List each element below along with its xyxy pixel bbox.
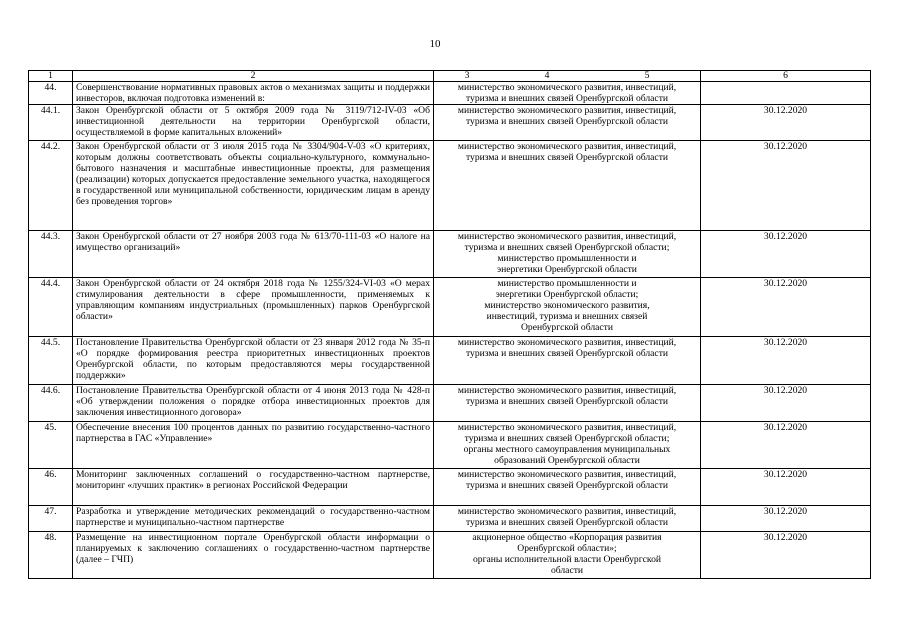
measure-description: Совершенствование нормативных правовых актов о механизмах защиты и поддержки инвесторов, включая подготовка изменений в: [73,82,434,105]
responsible-line: министерство экономического развития, инвестиций, [457,141,677,152]
item-number: 44. [29,82,73,105]
item-number: 47. [29,506,73,532]
responsible-line: туризма и внешних связей Оренбургской области [465,396,669,407]
measure-description: Закон Оренбургской области от 5 октября 2009 года № 3119/712-IV-03 «Об инвестиционной деятельности на территории Оренбургской области, осуществляемой в форме капитальных вложений» [73,105,434,141]
responsible-executor [434,141,701,231]
measure-description: Постановление Правительства Оренбургской области от 23 января 2012 года № 35-п «О порядке формирования реестра приоритетных инвестиционных проектов Оренбургской области, по которым предоставляются меры государственной поддержки» [73,337,434,385]
table-row [29,337,871,385]
responsible-line: энергетики Оренбургской области [497,264,637,275]
responsible-executor [434,385,701,422]
responsible-executor [434,105,701,141]
responsible-line: министерство экономического развития, инвестиций, [457,422,677,433]
responsible-line: туризма и внешних связей Оренбургской области [465,152,669,163]
deadline-date: 30.12.2020 [701,231,871,278]
item-number: 44.6. [29,385,73,422]
table-row [29,141,871,231]
table-row [29,385,871,422]
item-number: 48. [29,532,73,579]
responsible-executor [434,278,701,337]
responsible-line: министерство промышленности и [497,278,637,289]
measure-description: Закон Оренбургской области от 27 ноября 2003 года № 613/70-111-03 «О налоге на имущество организаций» [73,231,434,278]
responsible-line: министерство промышленности и [497,253,637,264]
responsible-line: акционерное общество «Корпорация развития [472,532,662,543]
table-row [29,506,871,532]
responsible-executor [434,231,701,278]
item-number: 44.3. [29,231,73,278]
item-number: 46. [29,469,73,506]
measure-description: Закон Оренбургской области от 3 июля 2015 года № 3304/904-V-03 «О критериях, которым должны соответствовать объекты социально-культурного, коммунально-бытового назначения и масштабные инвестиционные проекты, для размещения (реализации) которых допускается предоставление земельного участка, находящегося в государственной или муниципальной собственности, юридическим лицам в аренду без проведения торгов» [73,141,434,231]
responsible-line: туризма и внешних связей Оренбургской области [465,116,669,127]
column-header-2: 2 [73,71,434,82]
responsible-line: министерство экономического развития, инвестиций, [457,469,677,480]
item-number: 44.1. [29,105,73,141]
responsible-executor [434,82,701,105]
column-header-1: 1 [29,71,73,82]
measure-description: Размещение на инвестиционном портале Оренбургской области информации о планируемых к заключению соглашениях о государственно-частном партнерстве (далее – ГЧП) [73,532,434,579]
measure-description: Разработка и утверждение методических рекомендаций о государственно-частном партнерстве и муниципально-частном партнерстве [73,506,434,532]
responsible-line: органы местного самоуправления муниципальных [463,444,671,455]
deadline-date: 30.12.2020 [701,469,871,506]
measure-description: Мониторинг заключенных соглашений о государственно-частном партнерстве, мониторинг «лучших практик» в регионах Российской Федерации [73,469,434,506]
table-row [29,469,871,506]
item-number: 44.5. [29,337,73,385]
responsible-line: министерство экономического развития, [484,300,650,311]
column-header-4: 4 [544,70,550,81]
item-number: 44.2. [29,141,73,231]
deadline-date: 30.12.2020 [701,278,871,337]
responsible-executor [434,337,701,385]
responsible-line: туризма и внешних связей Оренбургской области [465,480,669,491]
column-number-row [29,71,871,82]
measure-description: Закон Оренбургской области от 24 октября 2018 года № 1255/324-VI-03 «О мерах стимулирования деятельности в сфере промышленности, применяемых к управляющим компаниям индустриальных (промышленных) парков Оренбургской области» [73,278,434,337]
table-row [29,105,871,141]
responsible-line: министерство экономического развития, инвестиций, [457,506,677,517]
responsible-line: туризма и внешних связей Оренбургской области; [464,433,670,444]
responsible-line: министерство экономического развития, инвестиций, [457,105,677,116]
table-row [29,422,871,469]
responsible-line: туризма и внешних связей Оренбургской области [465,517,669,528]
column-header-6: 6 [701,71,871,82]
measures-table [28,70,871,579]
item-number: 45. [29,422,73,469]
table-row [29,532,871,579]
item-number: 44.4. [29,278,73,337]
responsible-line: инвестиций, туризма и внешних связей [486,311,648,322]
measure-description: Постановление Правительства Оренбургской области от 4 июня 2013 года № 428-п «Об утверждении положения о порядке отбора инвестиционных проектов для заключения инвестиционного договора» [73,385,434,422]
responsible-line: министерство экономического развития, инвестиций, [457,231,677,242]
responsible-line: туризма и внешних связей Оренбургской области [465,93,669,104]
column-header-3: 3 [464,70,470,81]
responsible-line: образований Оренбургской области [494,455,640,466]
table-row [29,82,871,105]
responsible-line: туризма и внешних связей Оренбургской области [465,348,669,359]
responsible-line: Оренбургской области»; [517,543,617,554]
deadline-date: 30.12.2020 [701,141,871,231]
measure-description: Обеспечение внесения 100 процентов данных по развитию государственно-частного партнерства в ГАС «Управление» [73,422,434,469]
deadline-date: 30.12.2020 [701,385,871,422]
responsible-line: энергетики Оренбургской области; [495,289,639,300]
deadline-date: 30.12.2020 [701,532,871,579]
deadline-date: 30.12.2020 [701,337,871,385]
responsible-line: туризма и внешних связей Оренбургской области; [464,242,670,253]
deadline-date: 30.12.2020 [701,422,871,469]
column-header-5: 5 [644,70,650,81]
deadline-date: 30.12.2020 [701,506,871,532]
table-row [29,231,871,278]
responsible-line: министерство экономического развития, инвестиций, [457,337,677,348]
deadline-date: 30.12.2020 [701,105,871,141]
table-row [29,278,871,337]
responsible-line: министерство экономического развития, инвестиций, [457,385,677,396]
responsible-executor [434,532,701,579]
responsible-line: области [550,565,584,576]
responsible-line: министерство экономического развития, инвестиций, [457,82,677,93]
responsible-line: органы исполнительной власти Оренбургской [472,554,662,565]
responsible-executor [434,469,701,506]
responsible-executor [434,506,701,532]
deadline-date [701,82,871,105]
column-header-3-5 [434,71,701,82]
page-number: 10 [429,38,441,50]
responsible-line: Оренбургской области [521,322,613,333]
responsible-executor [434,422,701,469]
